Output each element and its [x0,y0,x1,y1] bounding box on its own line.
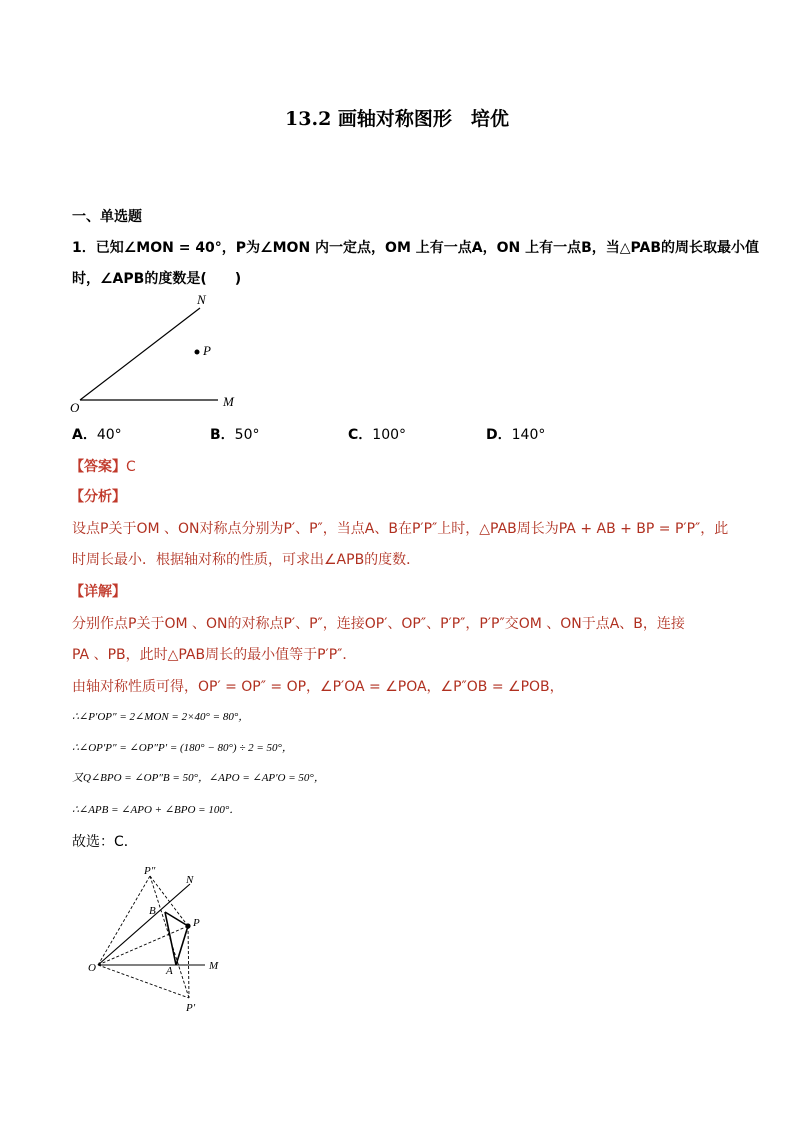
analysis-line-2: 时周长最小．根据轴对称的性质，可求出∠APB的度数． [72,552,421,568]
reflection-figure [78,860,238,1020]
segment-op2 [98,876,150,965]
detail-line-8: 故选：C． [72,834,138,850]
question-line-2: 时，∠APB的度数是( ) [72,271,242,287]
analysis-line-1: 设点P关于OM 、ON对称点分别为P′、P″，当点A、B在P′P″上时，△PAB周长为PA + AB + BP = P′P″，此 [72,521,729,537]
detail-line-3: 由轴对称性质可得，OP′ = OP″ = OP，∠P′OA = ∠POA，∠P″OB = ∠POB， [72,679,564,695]
segment-pp2 [150,876,188,926]
ray-on [80,308,200,400]
answer-tag: 【答案】 [70,459,126,475]
label-p: P [203,343,211,358]
option-a-value: 40° [96,427,122,443]
detail-line-2: PA 、PB，此时△PAB周长的最小值等于P′P″． [72,647,357,663]
option-c-letter: C． [348,427,373,443]
option-b-value: 50° [234,427,260,443]
label-m-2: M [209,960,219,972]
label-p-2: P [193,917,200,929]
option-d-value: 140° [511,427,546,443]
detail-line-6: 又Q∠BPO = ∠OP″B = 50°，∠APO = ∠AP′O = 50°， [72,772,325,784]
page-title: 13.2 画轴对称图形 培优 [285,108,509,130]
label-m: M [223,394,234,409]
segment-bp [165,912,188,926]
option-d-letter: D． [486,427,512,443]
segment-ap [176,926,188,965]
segment-op1 [98,965,189,998]
section-heading: 一、单选题 [72,209,142,225]
segment-ab [165,912,176,965]
label-b: B [149,905,156,917]
option-b[interactable] [210,424,260,444]
option-a-letter: A． [72,427,97,443]
answer-row [70,456,136,476]
ray-on-2 [98,884,190,965]
point-p [195,350,200,355]
option-d[interactable] [486,424,545,444]
label-p1: P′ [186,1002,196,1014]
segment-pp1 [188,926,189,998]
option-a[interactable] [72,424,122,444]
answer-value: C [126,459,136,475]
detail-line-4: ∴∠P′OP″ = 2∠MON = 2×40° = 80°， [72,711,250,723]
angle-figure [60,288,260,418]
detail-line-5: ∴∠OP′P″ = ∠OP″P′ = (180° − 80°) ÷ 2 = 50°， [72,742,293,754]
label-o: O [70,400,80,415]
option-b-letter: B． [210,427,235,443]
label-o-2: O [88,962,96,974]
label-a: A [166,965,173,977]
detail-tag: 【详解】 [70,584,126,600]
point-p-2 [185,923,190,928]
label-n: N [197,292,206,307]
detail-line-7: ∴∠APB = ∠APO + ∠BPO = 100°． [72,804,241,816]
label-n-2: N [186,874,194,886]
option-c[interactable] [348,424,406,444]
label-p2: P″ [144,865,156,877]
option-c-value: 100° [372,427,407,443]
detail-line-1: 分别作点P关于OM 、ON的对称点P′、P″，连接OP′、OP″、P′P″，P′P″交OM 、ON于点A、B，连接 [72,616,685,632]
question-line-1: 1．已知∠MON = 40°，P为∠MON 内一定点，OM 上有一点A，ON 上有一点B，当△PAB的周长取最小值 [72,240,759,256]
analysis-tag: 【分析】 [70,489,126,505]
